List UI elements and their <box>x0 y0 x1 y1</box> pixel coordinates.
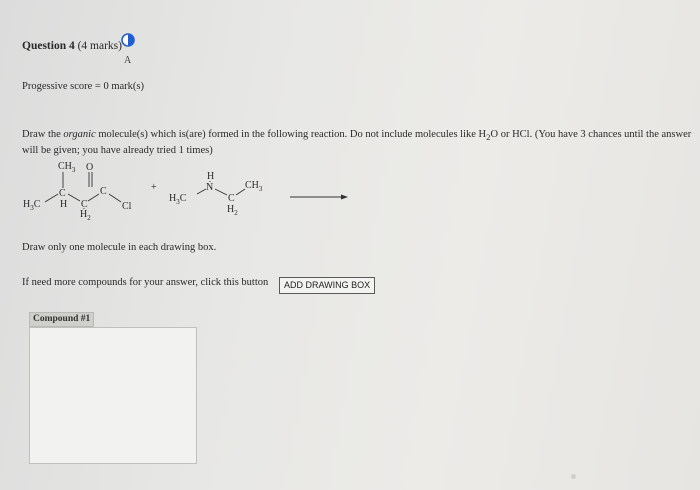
r1-c-carbonyl: C <box>100 186 107 197</box>
instructions-organic: organic <box>63 129 96 140</box>
instructions-subscript: 2 <box>486 132 491 143</box>
r2-nitrogen: N <box>206 182 214 193</box>
need-more-text: If need more compounds for your answer, click this button <box>22 277 269 288</box>
r1-h: H <box>60 199 68 210</box>
question-title <box>22 40 122 52</box>
r2-h2: $H_2$ <box>227 204 238 217</box>
r2-h3c: $H_3C$ <box>169 193 187 206</box>
r1-c-lower: C <box>81 199 88 210</box>
r2-carbon: C <box>228 193 235 204</box>
instructions-part1: Draw the <box>22 129 64 140</box>
r1-ch3-top: $CH_3$ <box>58 161 76 174</box>
status-letter: A <box>124 55 132 66</box>
r1-oxygen: O <box>86 162 94 173</box>
question-instructions <box>22 128 697 157</box>
progress-status-icon <box>121 33 135 47</box>
progressive-score: Progessive score = 0 mark(s) <box>22 81 144 92</box>
add-drawing-box-button[interactable]: ADD DRAWING BOX <box>279 277 375 294</box>
r1-h3c: $H_3C$ <box>23 199 41 212</box>
compound-tab[interactable]: Compound #1 <box>29 312 94 327</box>
question-marks: (4 marks) <box>77 40 122 52</box>
one-molecule-instruction: Draw only one molecule in each drawing box. <box>22 242 217 253</box>
instructions-part2: molecule(s) which is(are) formed in the following reaction. Do not include molecules like H <box>95 129 487 140</box>
r1-chlorine: Cl <box>122 201 132 212</box>
instructions-part3: O or HCl. (You have 3 chances until the answer will be given; you have already tried 1 times) <box>22 129 692 157</box>
r2-bonds <box>197 181 245 195</box>
decorative-dot <box>571 474 576 479</box>
r2-ch3: $CH_3$ <box>245 180 263 193</box>
r2-h: H <box>207 171 215 182</box>
r1-c-upper: C <box>59 188 66 199</box>
reaction-plus: + <box>151 182 157 193</box>
drawing-box[interactable] <box>29 327 197 464</box>
question-number: Question 4 <box>22 40 75 52</box>
reaction-arrow-icon <box>290 192 348 202</box>
r1-h2: $H_2$ <box>80 209 91 222</box>
